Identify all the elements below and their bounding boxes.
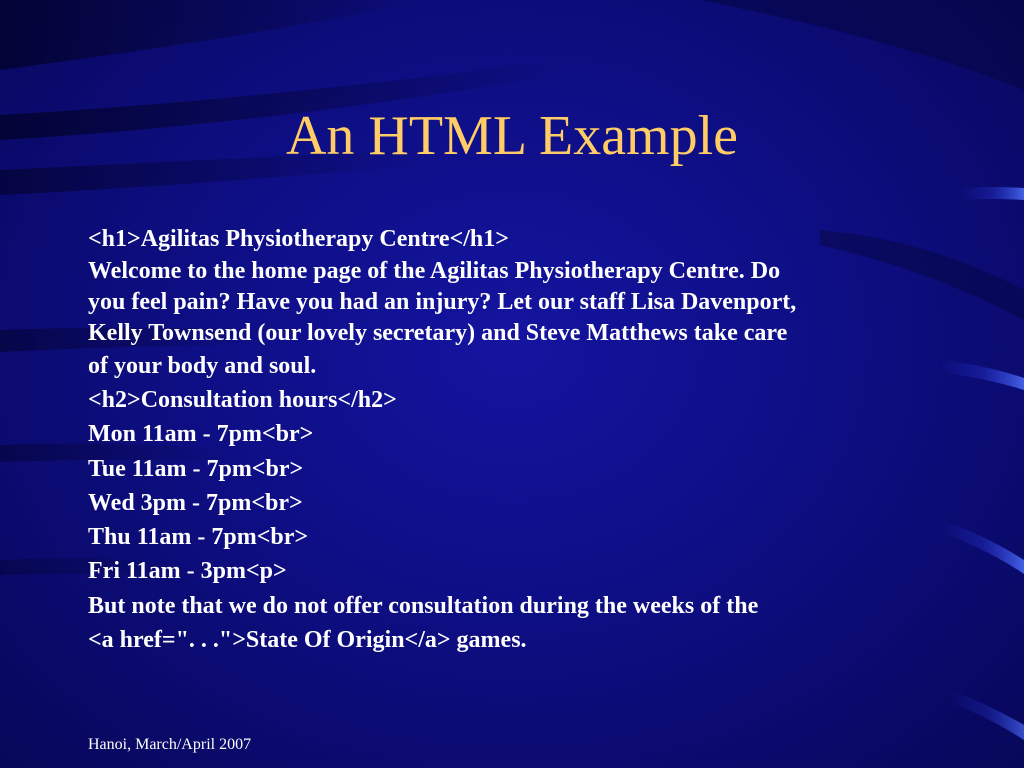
- swoosh-light-4: [950, 690, 1024, 740]
- h1-code-line: <h1>Agilitas Physiotherapy Centre</h1>: [88, 226, 509, 252]
- slide-title: An HTML Example: [285, 105, 739, 167]
- h2-code-line: <h2>Consultation hours</h2>: [88, 387, 397, 413]
- note-line-1: But note that we do not offer consultation during the weeks of the: [88, 592, 759, 619]
- hours-thu: Thu 11am - 7pm<br>: [88, 524, 309, 551]
- welcome-line-2: you feel pain? Have you had an injury? Let our staff Lisa Davenport,: [88, 289, 797, 315]
- swoosh-dark-right-1: [700, 0, 1024, 90]
- welcome-line-1: Welcome to the home page of the Agilitas Physiotherapy Centre. Do: [88, 258, 781, 284]
- note-line-2: <a href=". . .">State Of Origin</a> games.: [88, 627, 527, 654]
- hours-mon: Mon 11am - 7pm<br>: [88, 421, 314, 448]
- hours-fri: Fri 11am - 3pm<p>: [88, 558, 287, 585]
- swoosh-dark-1: [0, 0, 420, 70]
- welcome-line-4: of your body and soul.: [88, 353, 317, 379]
- slide-footer: Hanoi, March/April 2007: [88, 736, 252, 753]
- swoosh-light-2: [940, 360, 1024, 390]
- welcome-line-3: Kelly Townsend (our lovely secretary) and Steve Matthews take care: [88, 320, 788, 346]
- swoosh-light-1: [960, 187, 1024, 200]
- swoosh-light-3: [940, 520, 1024, 574]
- hours-tue: Tue 11am - 7pm<br>: [88, 455, 304, 482]
- welcome-paragraph: [88, 256, 948, 383]
- hours-wed: Wed 3pm - 7pm<br>: [88, 489, 303, 516]
- slide-body: [88, 222, 948, 657]
